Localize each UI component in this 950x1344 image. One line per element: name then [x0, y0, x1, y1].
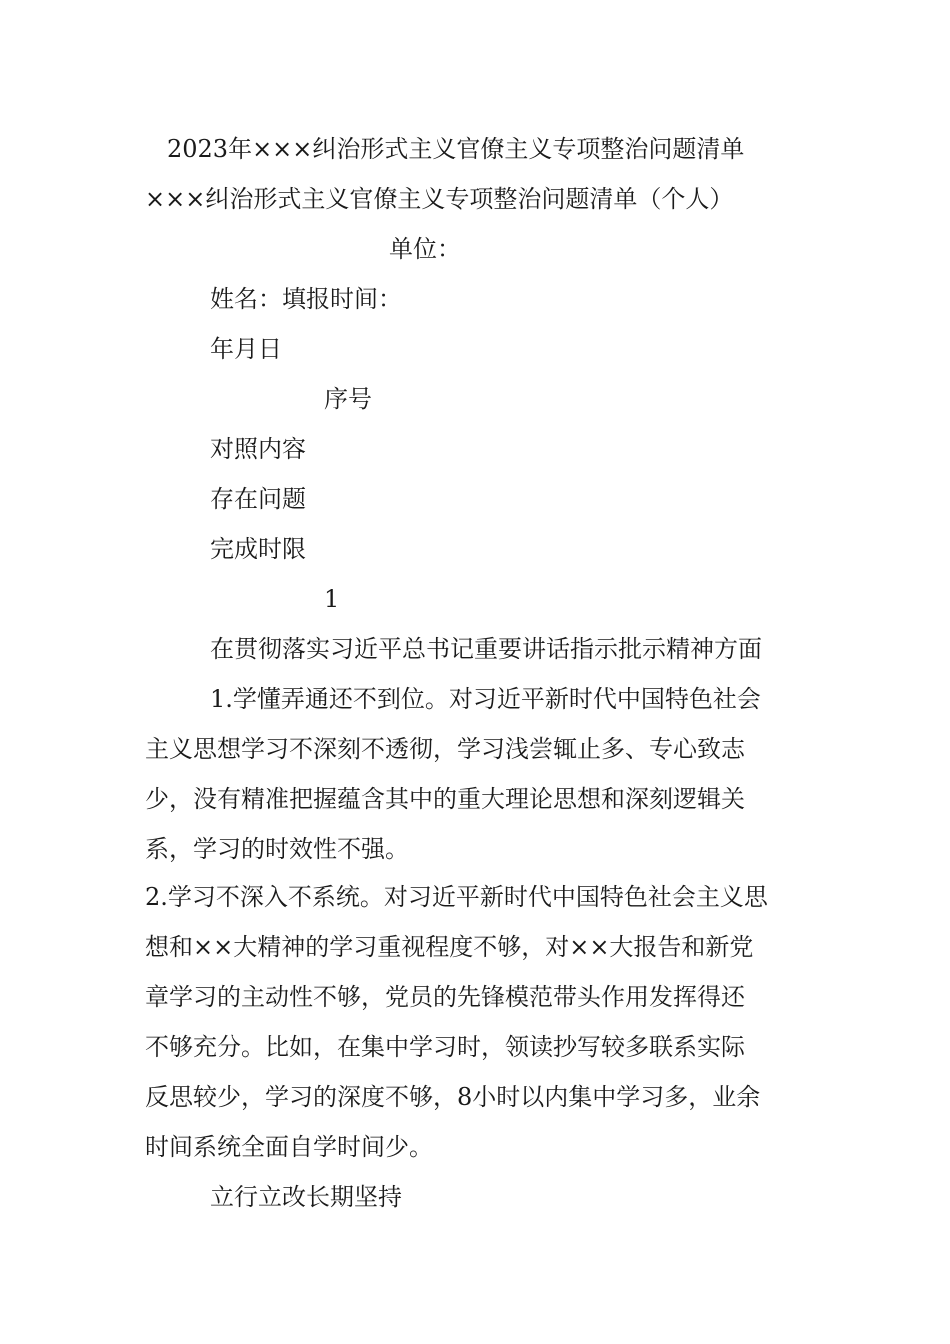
name-and-fill-time-label: 姓名：填报时间：: [210, 285, 402, 313]
section-heading: 在贯彻落实习近平总书记重要讲话指示批示精神方面: [210, 635, 762, 663]
problem-item-2-line: 2.学习不深入不系统。对习近平新时代中国特色社会主义思: [145, 883, 768, 911]
header-reference-content: 对照内容: [210, 435, 306, 463]
problem-item-1-line: 1.学懂弄通还不到位。对习近平新时代中国特色社会: [210, 685, 761, 713]
completion-deadline-value: 立行立改长期坚持: [210, 1183, 402, 1211]
row-number: 1: [324, 585, 340, 613]
problem-item-2-line: 反思较少，学习的深度不够，8小时以内集中学习多，业余: [145, 1083, 761, 1111]
header-serial-number: 序号: [324, 385, 372, 413]
problem-item-2-line: 不够充分。比如，在集中学习时，领读抄写较多联系实际: [145, 1033, 745, 1061]
problem-item-2-line: 时间系统全面自学时间少。: [145, 1133, 433, 1161]
document-subtitle: ×××纠治形式主义官僚主义专项整治问题清单（个人）: [145, 185, 734, 213]
problem-item-1-line: 主义思想学习不深刻不透彻，学习浅尝辄止多、专心致志: [145, 735, 745, 763]
problem-item-2-line: 章学习的主动性不够，党员的先锋模范带头作用发挥得还: [145, 983, 745, 1011]
header-completion-deadline: 完成时限: [210, 535, 306, 563]
header-existing-problems: 存在问题: [210, 485, 306, 513]
unit-label: 单位：: [389, 235, 461, 263]
document-title: 2023年×××纠治形式主义官僚主义专项整治问题清单: [167, 135, 745, 163]
problem-item-1-line: 系，学习的时效性不强。: [145, 835, 409, 863]
problem-item-2-line: 想和××大精神的学习重视程度不够，对××大报告和新党: [145, 933, 754, 961]
problem-item-1-line: 少，没有精准把握蕴含其中的重大理论思想和深刻逻辑关: [145, 785, 745, 813]
date-label: 年月日: [210, 335, 282, 363]
